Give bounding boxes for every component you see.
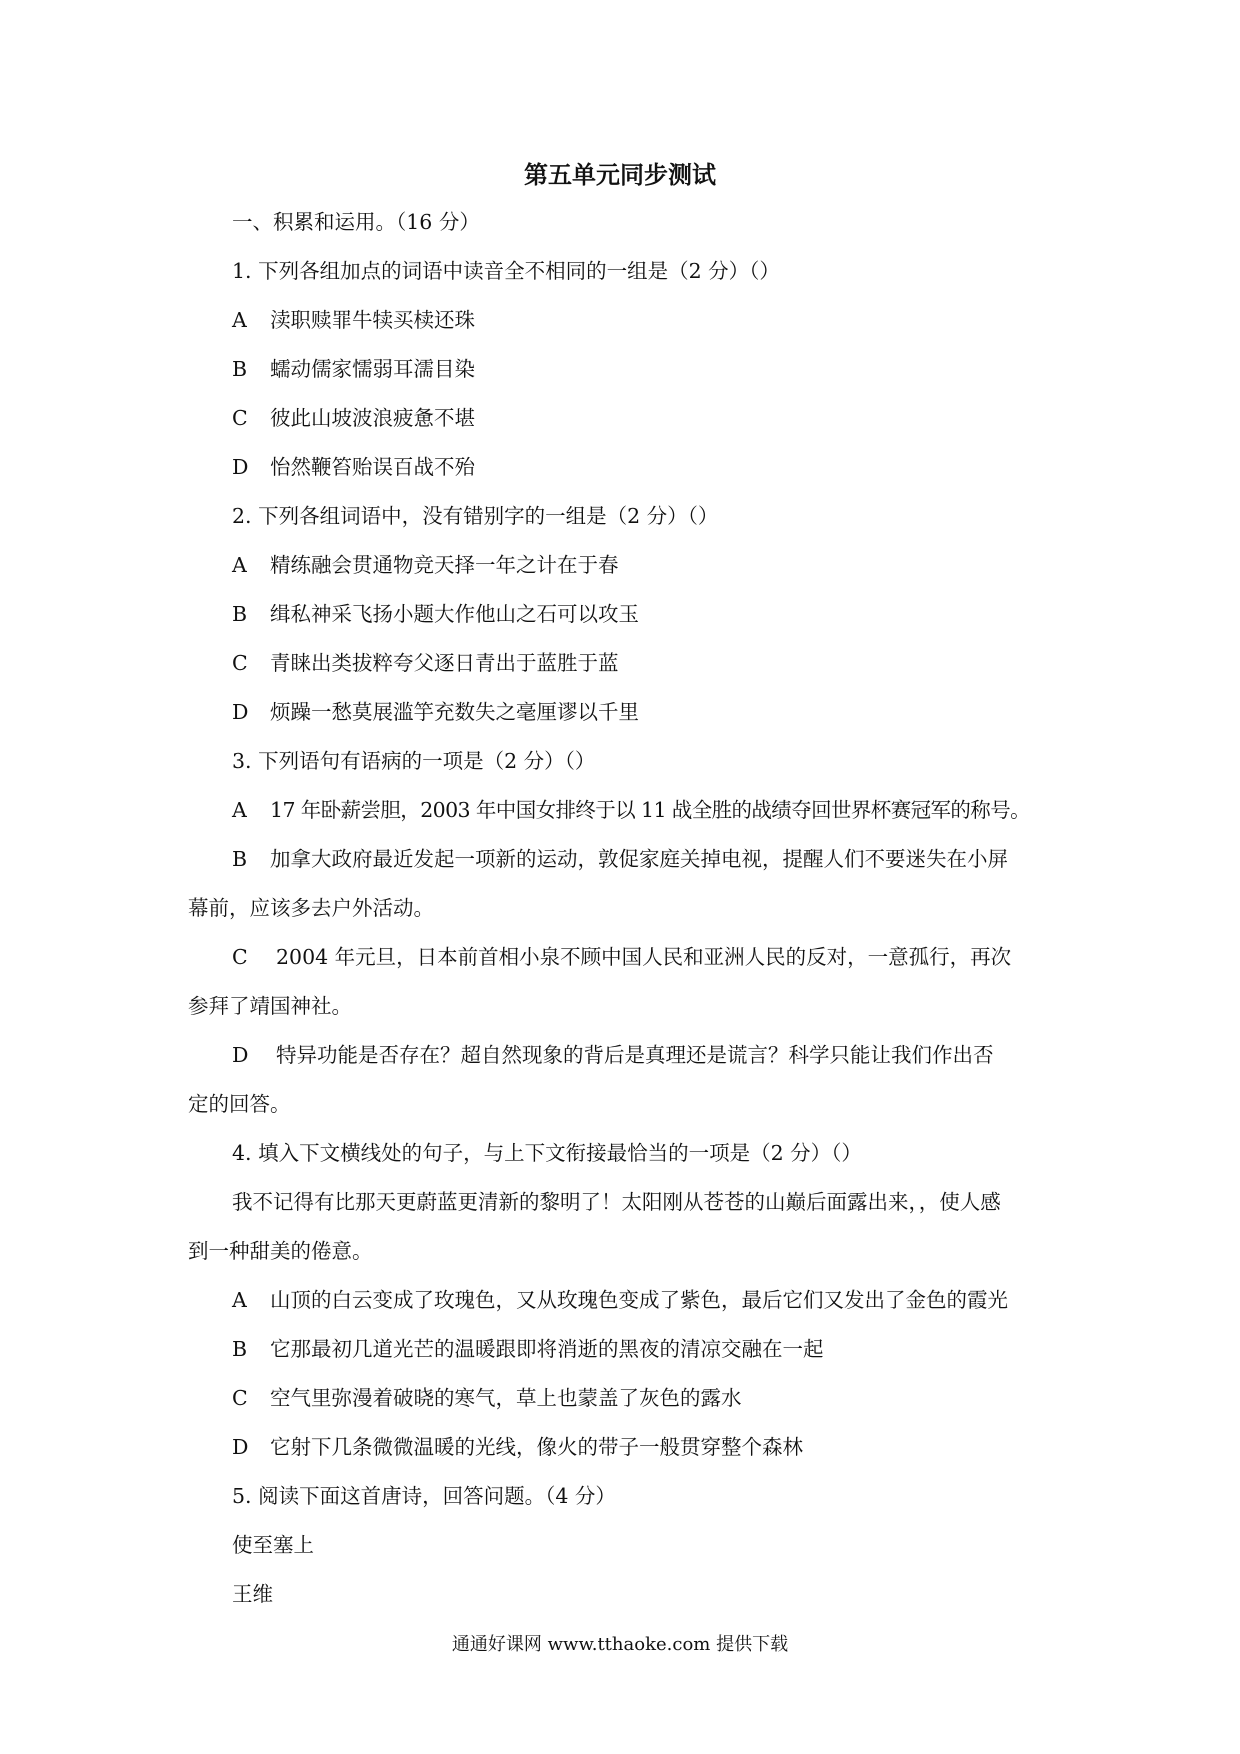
question-2-stem: 2. 下列各组词语中，没有错别字的一组是（2 分）（） (232, 504, 719, 528)
option-letter: C (232, 945, 248, 969)
page-title: 第五单元同步测试 (524, 161, 716, 189)
question-4-passage: 我不记得有比那天更蔚蓝更清新的黎明了！太阳刚从苍苍的山巅后面露出来，，使人感 (232, 1190, 1001, 1214)
question-3-option-c-continued: 参拜了靖国神社。 (188, 994, 352, 1018)
question-3-option-b-continued: 幕前，应该多去户外活动。 (188, 896, 434, 920)
option-letter: B (232, 357, 248, 381)
question-3-option-a (232, 795, 1030, 825)
question-2-option-a (232, 550, 619, 580)
question-2-option-c (232, 648, 619, 678)
option-text: 怡然鞭笞贻误百战不殆 (270, 455, 475, 479)
question-1-option-a (232, 305, 475, 335)
option-text: 17 年卧薪尝胆，2003 年中国女排终于以 11 战全胜的战绩夺回世界杯赛冠军的称号。 (270, 798, 1031, 822)
question-3-option-b (232, 844, 1008, 874)
option-letter: C (232, 651, 248, 675)
question-1-option-b (232, 354, 475, 384)
option-letter: B (232, 847, 248, 871)
question-3-stem: 3. 下列语句有语病的一项是（2 分）（） (232, 749, 596, 773)
option-text: 空气里弥漫着破晓的寒气，草上也蒙盖了灰色的露水 (270, 1386, 742, 1410)
question-4-passage-continued: 到一种甜美的倦意。 (188, 1239, 373, 1263)
question-4-option-d (232, 1432, 803, 1462)
question-1-option-c (232, 403, 475, 433)
option-text: 特异功能是否存在？超自然现象的背后是真理还是谎言？科学只能让我们作出否 (276, 1043, 994, 1067)
question-5-stem: 5. 阅读下面这首唐诗，回答问题。（4 分） (232, 1484, 616, 1508)
option-letter: C (232, 406, 248, 430)
poem-title: 使至塞上 (232, 1533, 314, 1557)
page-footer: 通通好课网 www.tthaoke.com 提供下载 (451, 1634, 789, 1655)
question-3-option-c (232, 942, 1011, 972)
option-text: 加拿大政府最近发起一项新的运动，敦促家庭关掉电视，提醒人们不要迷失在小屏 (270, 847, 1008, 871)
question-1-stem: 1. 下列各组加点的词语中读音全不相同的一组是（2 分）（） (232, 259, 780, 283)
option-text: 蠕动儒家懦弱耳濡目染 (270, 357, 475, 381)
poem-author: 王维 (232, 1582, 273, 1606)
option-letter: A (232, 798, 247, 822)
question-4-option-c (232, 1383, 742, 1413)
option-text: 山顶的白云变成了玫瑰色，又从玫瑰色变成了紫色，最后它们又发出了金色的霞光 (270, 1288, 1008, 1312)
option-text: 烦躁一愁莫展滥竽充数失之毫厘谬以千里 (270, 700, 639, 724)
question-2-option-d (232, 697, 639, 727)
question-4-option-b (232, 1334, 824, 1364)
option-letter: D (232, 1435, 249, 1459)
option-letter: B (232, 1337, 248, 1361)
question-4-stem: 4. 填入下文横线处的句子，与上下文衔接最恰当的一项是（2 分）（） (232, 1141, 862, 1165)
option-letter: A (232, 1288, 247, 1312)
option-letter: D (232, 700, 249, 724)
option-text: 它射下几条微微温暖的光线，像火的带子一般贯穿整个森林 (270, 1435, 803, 1459)
question-2-option-b (232, 599, 639, 629)
option-letter: A (232, 308, 247, 332)
option-letter: D (232, 455, 249, 479)
option-letter: A (232, 553, 247, 577)
option-text: 缉私神采飞扬小题大作他山之石可以攻玉 (270, 602, 639, 626)
option-text: 2004 年元旦，日本前首相小泉不顾中国人民和亚洲人民的反对，一意孤行，再次 (276, 945, 1012, 969)
section-heading: 一、积累和运用。（16 分） (232, 210, 480, 234)
option-text: 渎职赎罪牛犊买椟还珠 (270, 308, 475, 332)
option-text: 它那最初几道光芒的温暖跟即将消逝的黑夜的清凉交融在一起 (270, 1337, 824, 1361)
option-text: 精练融会贯通物竞天择一年之计在于春 (270, 553, 619, 577)
question-3-option-d-continued: 定的回答。 (188, 1092, 291, 1116)
option-letter: C (232, 1386, 248, 1410)
question-4-option-a (232, 1285, 1008, 1315)
question-1-option-d (232, 452, 475, 482)
option-letter: D (232, 1043, 249, 1067)
question-3-option-d (232, 1040, 994, 1070)
option-letter: B (232, 602, 248, 626)
option-text: 彼此山坡波浪疲惫不堪 (270, 406, 475, 430)
option-text: 青睐出类拔粹夸父逐日青出于蓝胜于蓝 (270, 651, 619, 675)
